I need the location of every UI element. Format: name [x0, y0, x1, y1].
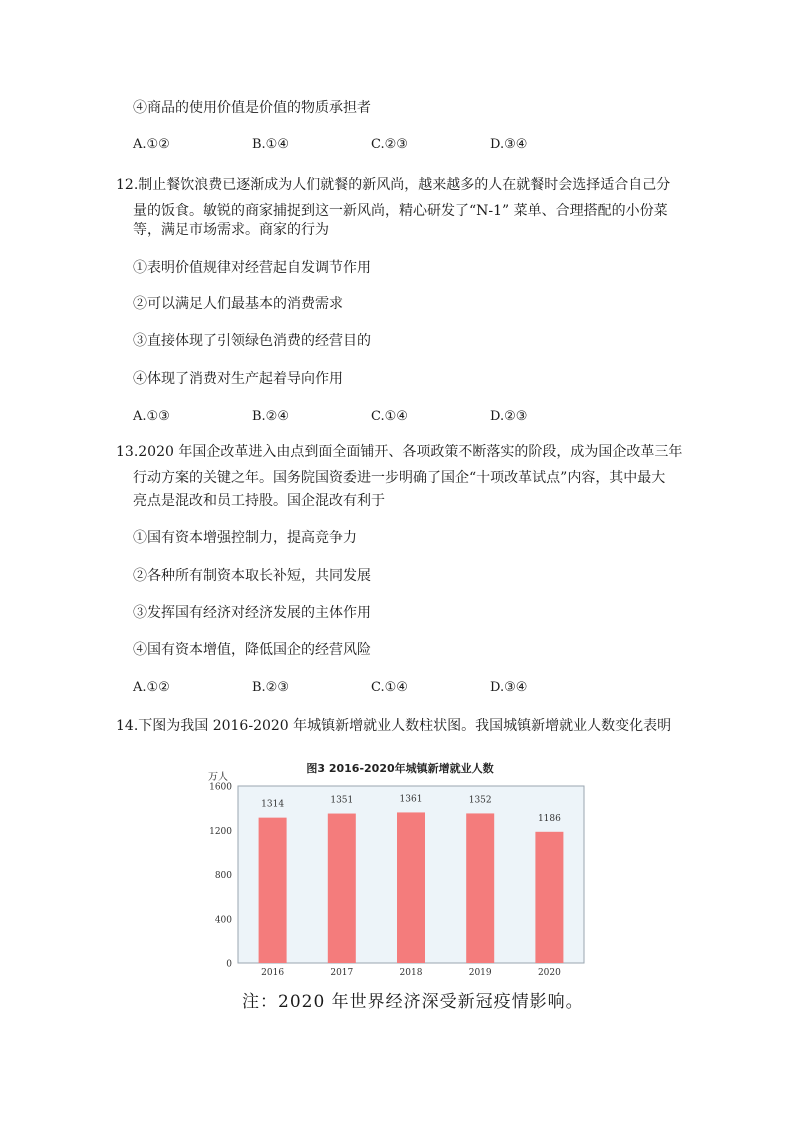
chart-title: 图3 2016-2020年城镇新增就业人数: [306, 762, 494, 775]
chart-data-label-2016: 1314: [261, 799, 285, 810]
q13-statement-1: ①国有资本增强控制力，提高竞争力: [133, 530, 357, 546]
q11-option-d: D.③④: [490, 137, 528, 152]
q13-stem-line-1: 13.2020 年国企改革进入由点到面全面铺开、各项政策不断落实的阶段，成为国企改革三年: [116, 444, 683, 460]
q12-option-a: A.①③: [133, 409, 170, 424]
q13-option-d: D.③④: [490, 680, 528, 695]
q12-stem-line-2: 量的饭食。敏锐的商家捕捉到这一新风尚，精心研发了“N-1” 菜单、合理搭配的小份菜: [133, 203, 668, 219]
employment-bar-chart: [200, 755, 600, 980]
q13-statement-2: ②各种所有制资本取长补短，共同发展: [133, 568, 371, 584]
q13-stem-line-2: 行动方案的关键之年。国务院国资委进一步明确了国企“十项改革试点”内容，其中最大: [133, 470, 666, 486]
q13-statement-3: ③发挥国有经济对经济发展的主体作用: [133, 605, 371, 621]
chart-y-tick-label: 0: [226, 959, 232, 970]
chart-bar-2019: [466, 813, 494, 963]
chart-y-tick-label: 400: [214, 915, 232, 926]
chart-data-label-2018: 1361: [399, 794, 423, 805]
q13-option-b: B.②③: [252, 680, 289, 695]
chart-bar-2017: [328, 814, 356, 963]
chart-x-tick-label: 2016: [261, 968, 285, 978]
q12-statement-3: ③直接体现了引领绿色消费的经营目的: [133, 333, 371, 349]
q14-stem-line-1: 14.下图为我国 2016-2020 年城镇新增就业人数柱状图。我国城镇新增就业人数变化表明: [116, 718, 672, 734]
q11-option-b: B.①④: [252, 137, 289, 152]
q11-option-a: A.①②: [133, 137, 170, 152]
chart-y-tick-label: 1600: [209, 782, 232, 793]
q13-option-a: A.①②: [133, 680, 170, 695]
chart-x-tick-label: 2017: [330, 968, 354, 978]
chart-data-label-2017: 1351: [330, 795, 354, 806]
chart-y-tick-label: 800: [214, 871, 232, 881]
q12-statement-4: ④体现了消费对生产起着导向作用: [133, 371, 343, 387]
q12-option-c: C.①④: [371, 409, 408, 424]
q12-option-b: B.②④: [252, 409, 289, 424]
chart-bar-2020: [535, 832, 563, 963]
chart-x-tick-label: 2018: [399, 968, 423, 978]
q13-stem-line-3: 亮点是混改和员工持股。国企混改有利于: [133, 493, 385, 509]
q12-option-d: D.②③: [490, 409, 528, 424]
chart-bar-2018: [397, 812, 425, 963]
chart-y-tick-label: 1200: [209, 826, 232, 837]
q12-stem-line-1: 12.制止餐饮浪费已逐渐成为人们就餐的新风尚，越来越多的人在就餐时会选择适合自己分: [116, 177, 671, 193]
chart-note: 注：2020 年世界经济深受新冠疫情影响。: [242, 992, 584, 1012]
chart-data-label-2019: 1352: [468, 795, 492, 806]
q12-statement-1: ①表明价值规律对经营起自发调节作用: [133, 260, 371, 276]
q13-option-c: C.①④: [371, 680, 408, 695]
q11-statement-4: ④商品的使用价值是价值的物质承担者: [133, 100, 371, 116]
chart-data-label-2020: 1186: [537, 813, 561, 824]
chart-x-tick-label: 2020: [537, 968, 561, 978]
chart-y-label: 万人: [208, 772, 228, 783]
q12-statement-2: ②可以满足人们最基本的消费需求: [133, 296, 343, 312]
chart-bar-2016: [259, 818, 287, 963]
q12-stem-line-3: 等，满足市场需求。商家的行为: [133, 222, 329, 238]
q11-option-c: C.②③: [371, 137, 408, 152]
chart-x-tick-label: 2019: [468, 968, 492, 978]
chart-svg: [200, 755, 600, 980]
q13-statement-4: ④国有资本增值，降低国企的经营风险: [133, 642, 371, 658]
